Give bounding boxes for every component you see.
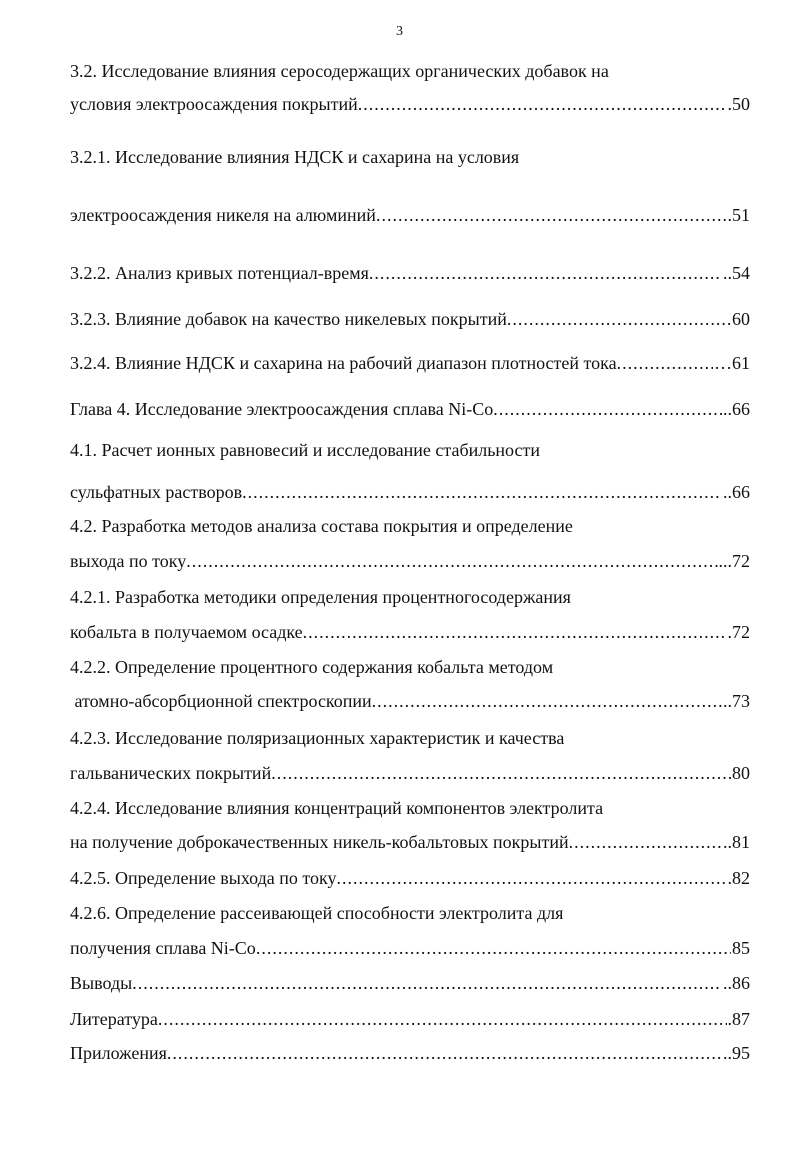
toc-entry-page: .51 [727,205,750,225]
dot-leader [186,550,717,572]
toc-entry [70,204,750,226]
toc-entry-title: атомно-абсорбционной спектроскопии [70,691,372,711]
dot-leader [158,1008,727,1030]
toc-entry-title: 3.2.3. Влияние добавок на качество никелевых покрытий [70,309,507,329]
toc-entry [70,398,750,420]
dot-leader [167,1042,722,1064]
toc-entry-title: 3.2.2. Анализ кривых потенциал-время [70,263,369,283]
dot-leader [376,204,727,226]
toc-entry [70,352,750,374]
toc-entry-heading: 3.2.1. Исследование влияния НДСК и сахарина на условия [70,147,520,167]
toc-entry-heading: 4.2.4. Исследование влияния концентраций компонентов электролита [70,798,604,818]
toc-entry [70,937,750,959]
toc-entry-heading: 4.2.6. Определение рассеивающей способности электролита для [70,903,564,923]
toc-entry-page: ..54 [723,263,750,283]
toc-entry-title: на получение доброкачественных никель-кобальтовых покрытий [70,832,569,852]
toc-entry-heading: 4.2.1. Разработка методики определения процентногосодержания [70,587,571,607]
toc-entry-page: ..81 [723,832,750,852]
dot-leader [303,621,727,643]
toc-entry-title: кобальта в получаемом осадке [70,622,303,642]
dot-leader [493,398,722,420]
toc-entry-title: Литература [70,1009,158,1029]
toc-entry [70,762,750,784]
dot-leader [372,690,722,712]
dot-leader [271,762,731,784]
toc-entry-heading: 4.2.3. Исследование поляризационных характеристик и качества [70,728,565,748]
toc-entry [70,972,750,994]
toc-entry-heading: 4.2. Разработка методов анализа состава покрытия и определение [70,516,573,536]
toc-entry-heading: 3.2. Исследование влияния серосодержащих органических добавок на [70,61,609,81]
toc-entry-page: ...72 [718,551,750,571]
toc-entry-page: …61 [714,353,750,373]
toc-entry [70,1008,750,1030]
dot-leader [507,308,731,330]
toc-entry-page: 85 [732,938,750,958]
toc-entry-page: ..66 [723,399,750,419]
dot-leader [256,937,731,959]
toc-entry-page: 60 [732,309,750,329]
toc-entry [70,262,750,284]
toc-entry-page: ..86 [723,973,750,993]
toc-entry-page: ..73 [723,691,750,711]
toc-entry [70,831,750,853]
toc-entry [70,550,750,572]
toc-entry-title: получения сплава Ni-Co [70,938,256,958]
toc-entry-title: Выводы [70,973,133,993]
page-number: 3 [396,24,403,39]
toc-entry-page: ..66 [723,482,750,502]
toc-entry-title: электроосаждения никеля на алюминий [70,205,376,225]
toc-entry [70,867,750,889]
dot-leader [337,867,727,889]
toc-entry-title: Приложения [70,1043,167,1063]
dot-leader [617,352,713,374]
toc-entry [70,1042,750,1064]
toc-entry-page: .50 [727,94,750,114]
toc-entry-page: .82 [727,868,750,888]
toc-entry [70,481,750,503]
toc-entry-title: 3.2.4. Влияние НДСК и сахарина на рабочий диапазон плотностей тока [70,353,617,373]
toc-entry-heading: 4.2.2. Определение процентного содержания кобальта методом [70,657,554,677]
dot-leader [242,481,722,503]
toc-entry-title: гальванических покрытий [70,763,272,783]
toc-entry-title: сульфатных растворов [70,482,243,502]
toc-entry-page: .72 [727,622,750,642]
toc-entry-page: ..95 [723,1043,750,1063]
toc-entry-page: .87 [727,1009,750,1029]
dot-leader [569,831,722,853]
dot-leader [358,93,727,115]
toc-entry-heading: 4.1. Расчет ионных равновесий и исследование стабильности [70,440,540,460]
dot-leader [132,972,722,994]
toc-entry [70,690,750,712]
toc-entry-title: Глава 4. Исследование электроосаждения сплава Ni-Co [70,399,494,419]
toc-entry-title: 4.2.5. Определение выхода по току [70,868,337,888]
toc-entry [70,93,750,115]
toc-entry-title: выхода по току [70,551,187,571]
toc-entry [70,308,750,330]
toc-entry [70,621,750,643]
toc-entry-page: 80 [732,763,750,783]
dot-leader [369,262,722,284]
toc-entry-title: условия электроосаждения покрытий [70,94,358,114]
